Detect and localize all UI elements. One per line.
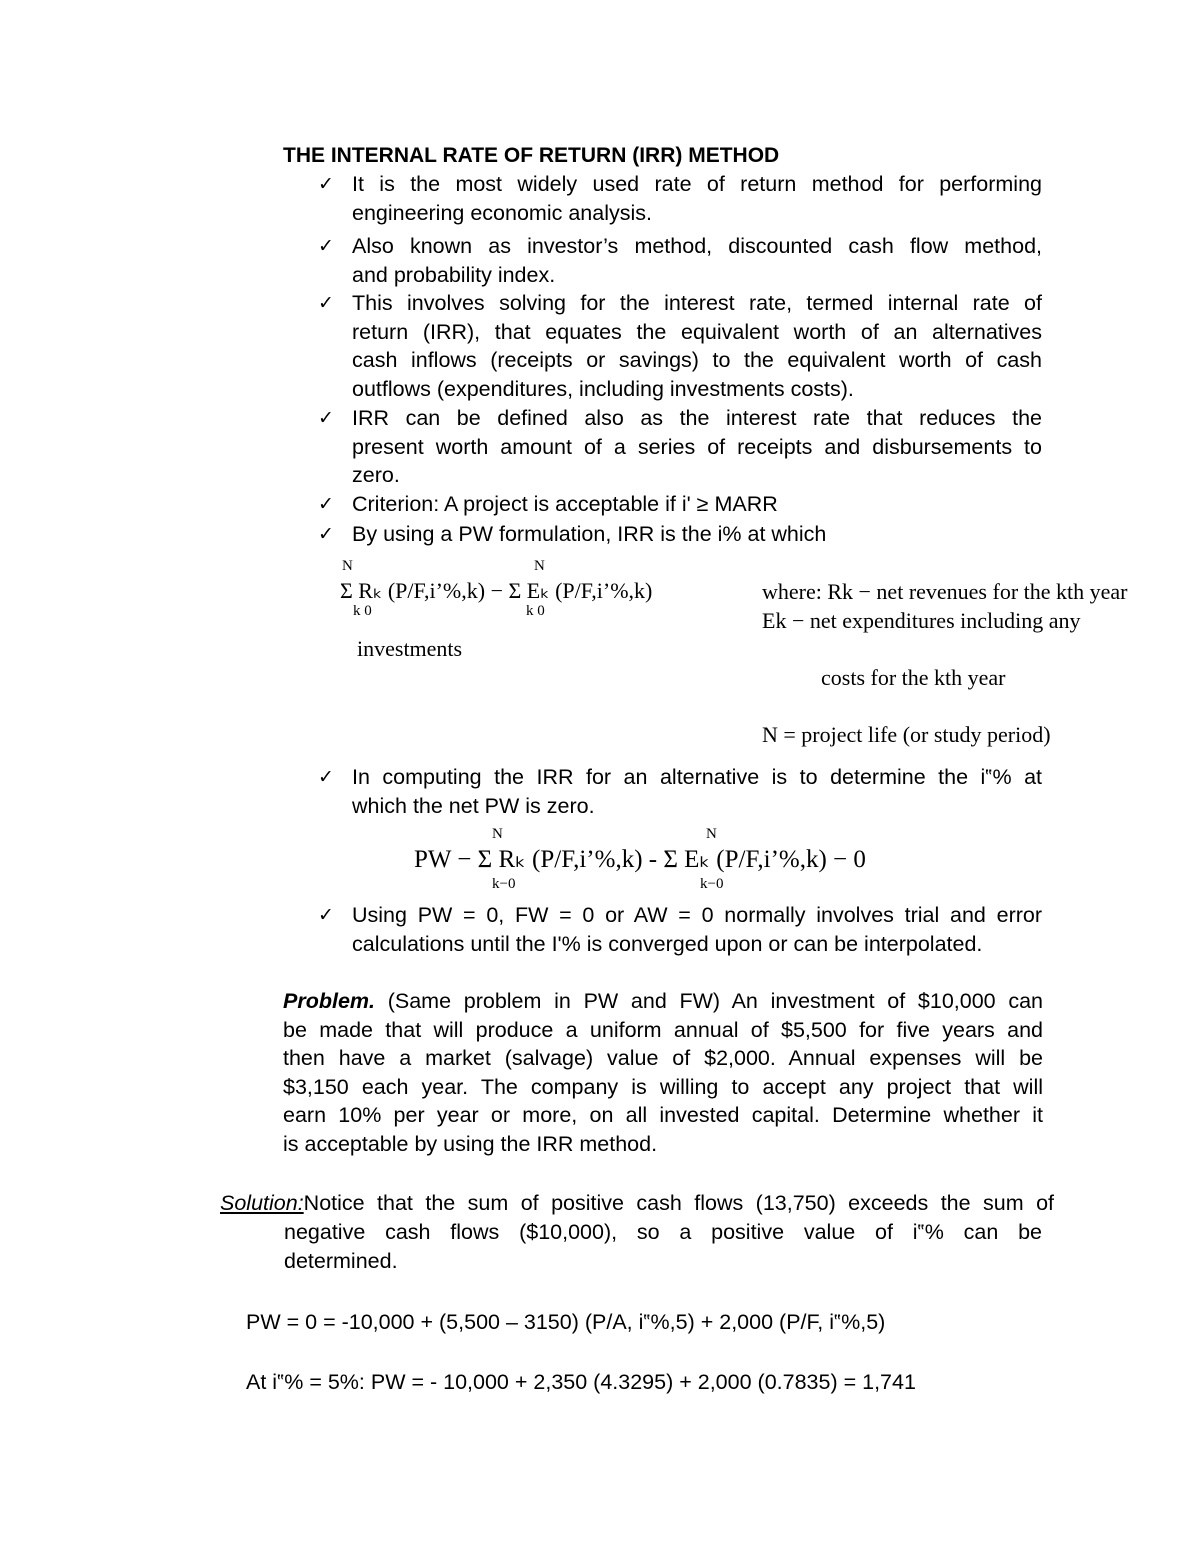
problem-line: then have a market (salvage) value of $2,000. Annual expenses will be (283, 1046, 1043, 1071)
equation-pw-zero: PW = 0 = -10,000 + (5,500 – 3150) (P/A, i‟%,5) + 2,000 (P/F, i‟%,5) (246, 1310, 886, 1334)
bullet-item-3 (318, 289, 1042, 403)
problem-line: $3,150 each year. The company is willing to accept any project that will (283, 1074, 1043, 1099)
bullet-line: present worth amount of a series of receipts and disbursements to (352, 434, 1042, 459)
bullet-line: zero. (352, 463, 400, 488)
checkmark-icon: ✓ (318, 493, 334, 515)
bullet-line: calculations until the I'% is converged upon or can be interpolated. (352, 931, 983, 956)
bullet-item-8 (318, 901, 1042, 958)
solution-line: determined. (284, 1248, 398, 1273)
bullet-line: Using PW = 0, FW = 0 or AW = 0 normally involves trial and error (352, 903, 1042, 927)
bullet-item-7 (318, 763, 1042, 820)
where-line: costs for the kth year (821, 665, 1006, 690)
checkmark-icon: ✓ (318, 904, 334, 926)
problem-label: Problem. (283, 989, 375, 1013)
problem-line: be made that will produce a uniform annual of $5,500 for five years and (283, 1017, 1043, 1042)
formula-expression: Σ Rₖ (P/F,i’%,k) − Σ Eₖ (P/F,i’%,k) (340, 578, 653, 603)
bullet-item-6 (318, 520, 1042, 549)
where-line: Ek − net expenditures including any (762, 608, 1081, 633)
equation-at-5-percent: At i‟% = 5%: PW = - 10,000 + 2,350 (4.3295) + 2,000 (0.7835) = 1,741 (246, 1370, 916, 1394)
checkmark-icon: ✓ (318, 292, 334, 314)
bullet-line: which the net PW is zero. (352, 793, 595, 818)
sum-lower-limit: k 0 (353, 603, 372, 619)
problem-paragraph (283, 987, 1043, 1159)
problem-line: is acceptable by using the IRR method. (283, 1131, 658, 1156)
bullet-line: return (IRR), that equates the equivalent worth of an alternatives (352, 319, 1042, 344)
sum-lower-limit: k−0 (700, 876, 724, 892)
bullet-line: Also known as investor’s method, discounted cash flow method, (352, 234, 1042, 258)
sum-upper-limit: N (534, 558, 545, 574)
checkmark-icon: ✓ (318, 766, 334, 788)
where-line: where: Rk − net revenues for the kth year (762, 579, 1128, 604)
bullet-item-4 (318, 404, 1042, 490)
where-line: N = project life (or study period) (762, 722, 1051, 747)
bullet-line: cash inflows (receipts or savings) to the equivalent worth of cash (352, 348, 1042, 373)
bullet-item-1 (318, 170, 1042, 227)
sum-lower-limit: k 0 (526, 603, 545, 619)
sum-upper-limit: N (492, 826, 503, 842)
solution-line: negative cash flows ($10,000), so a positive value of i‟% can be (284, 1220, 1042, 1244)
bullet-item-5 (318, 490, 1042, 519)
checkmark-icon: ✓ (318, 523, 334, 545)
checkmark-icon: ✓ (318, 235, 334, 257)
sum-upper-limit: N (706, 826, 717, 842)
formula-expression: PW − Σ Rₖ (P/F,i’%,k) - Σ Eₖ (P/F,i’%,k) − 0 (414, 846, 866, 873)
bullet-line: This involves solving for the interest rate, termed internal rate of (352, 291, 1042, 315)
bullet-line: In computing the IRR for an alternative is to determine the i‟% at (352, 765, 1042, 789)
section-title: THE INTERNAL RATE OF RETURN (IRR) METHOD (283, 144, 780, 167)
checkmark-icon: ✓ (318, 407, 334, 429)
bullet-item-2 (318, 232, 1042, 289)
solution-line: Notice that the sum of positive cash flows (13,750) exceeds the sum of (303, 1191, 1054, 1215)
solution-label: Solution: (220, 1191, 304, 1215)
bullet-line: engineering economic analysis. (352, 200, 652, 225)
sum-lower-limit: k−0 (492, 876, 516, 892)
bullet-line: IRR can be defined also as the interest rate that reduces the (352, 406, 1042, 430)
checkmark-icon: ✓ (318, 173, 334, 195)
problem-line: earn 10% per year or more, on all invested capital. Determine whether it (283, 1103, 1043, 1128)
bullet-line: Criterion: A project is acceptable if i' ≥ MARR (352, 492, 778, 516)
bullet-line: outflows (expenditures, including investments costs). (352, 376, 854, 401)
bullet-line: It is the most widely used rate of return method for performing (352, 172, 1042, 196)
formula-tail: investments (357, 636, 463, 661)
bullet-line: and probability index. (352, 262, 556, 287)
problem-line: (Same problem in PW and FW) An investment of $10,000 can (387, 989, 1043, 1013)
sum-upper-limit: N (342, 558, 353, 574)
bullet-line: By using a PW formulation, IRR is the i% at which (352, 522, 827, 546)
